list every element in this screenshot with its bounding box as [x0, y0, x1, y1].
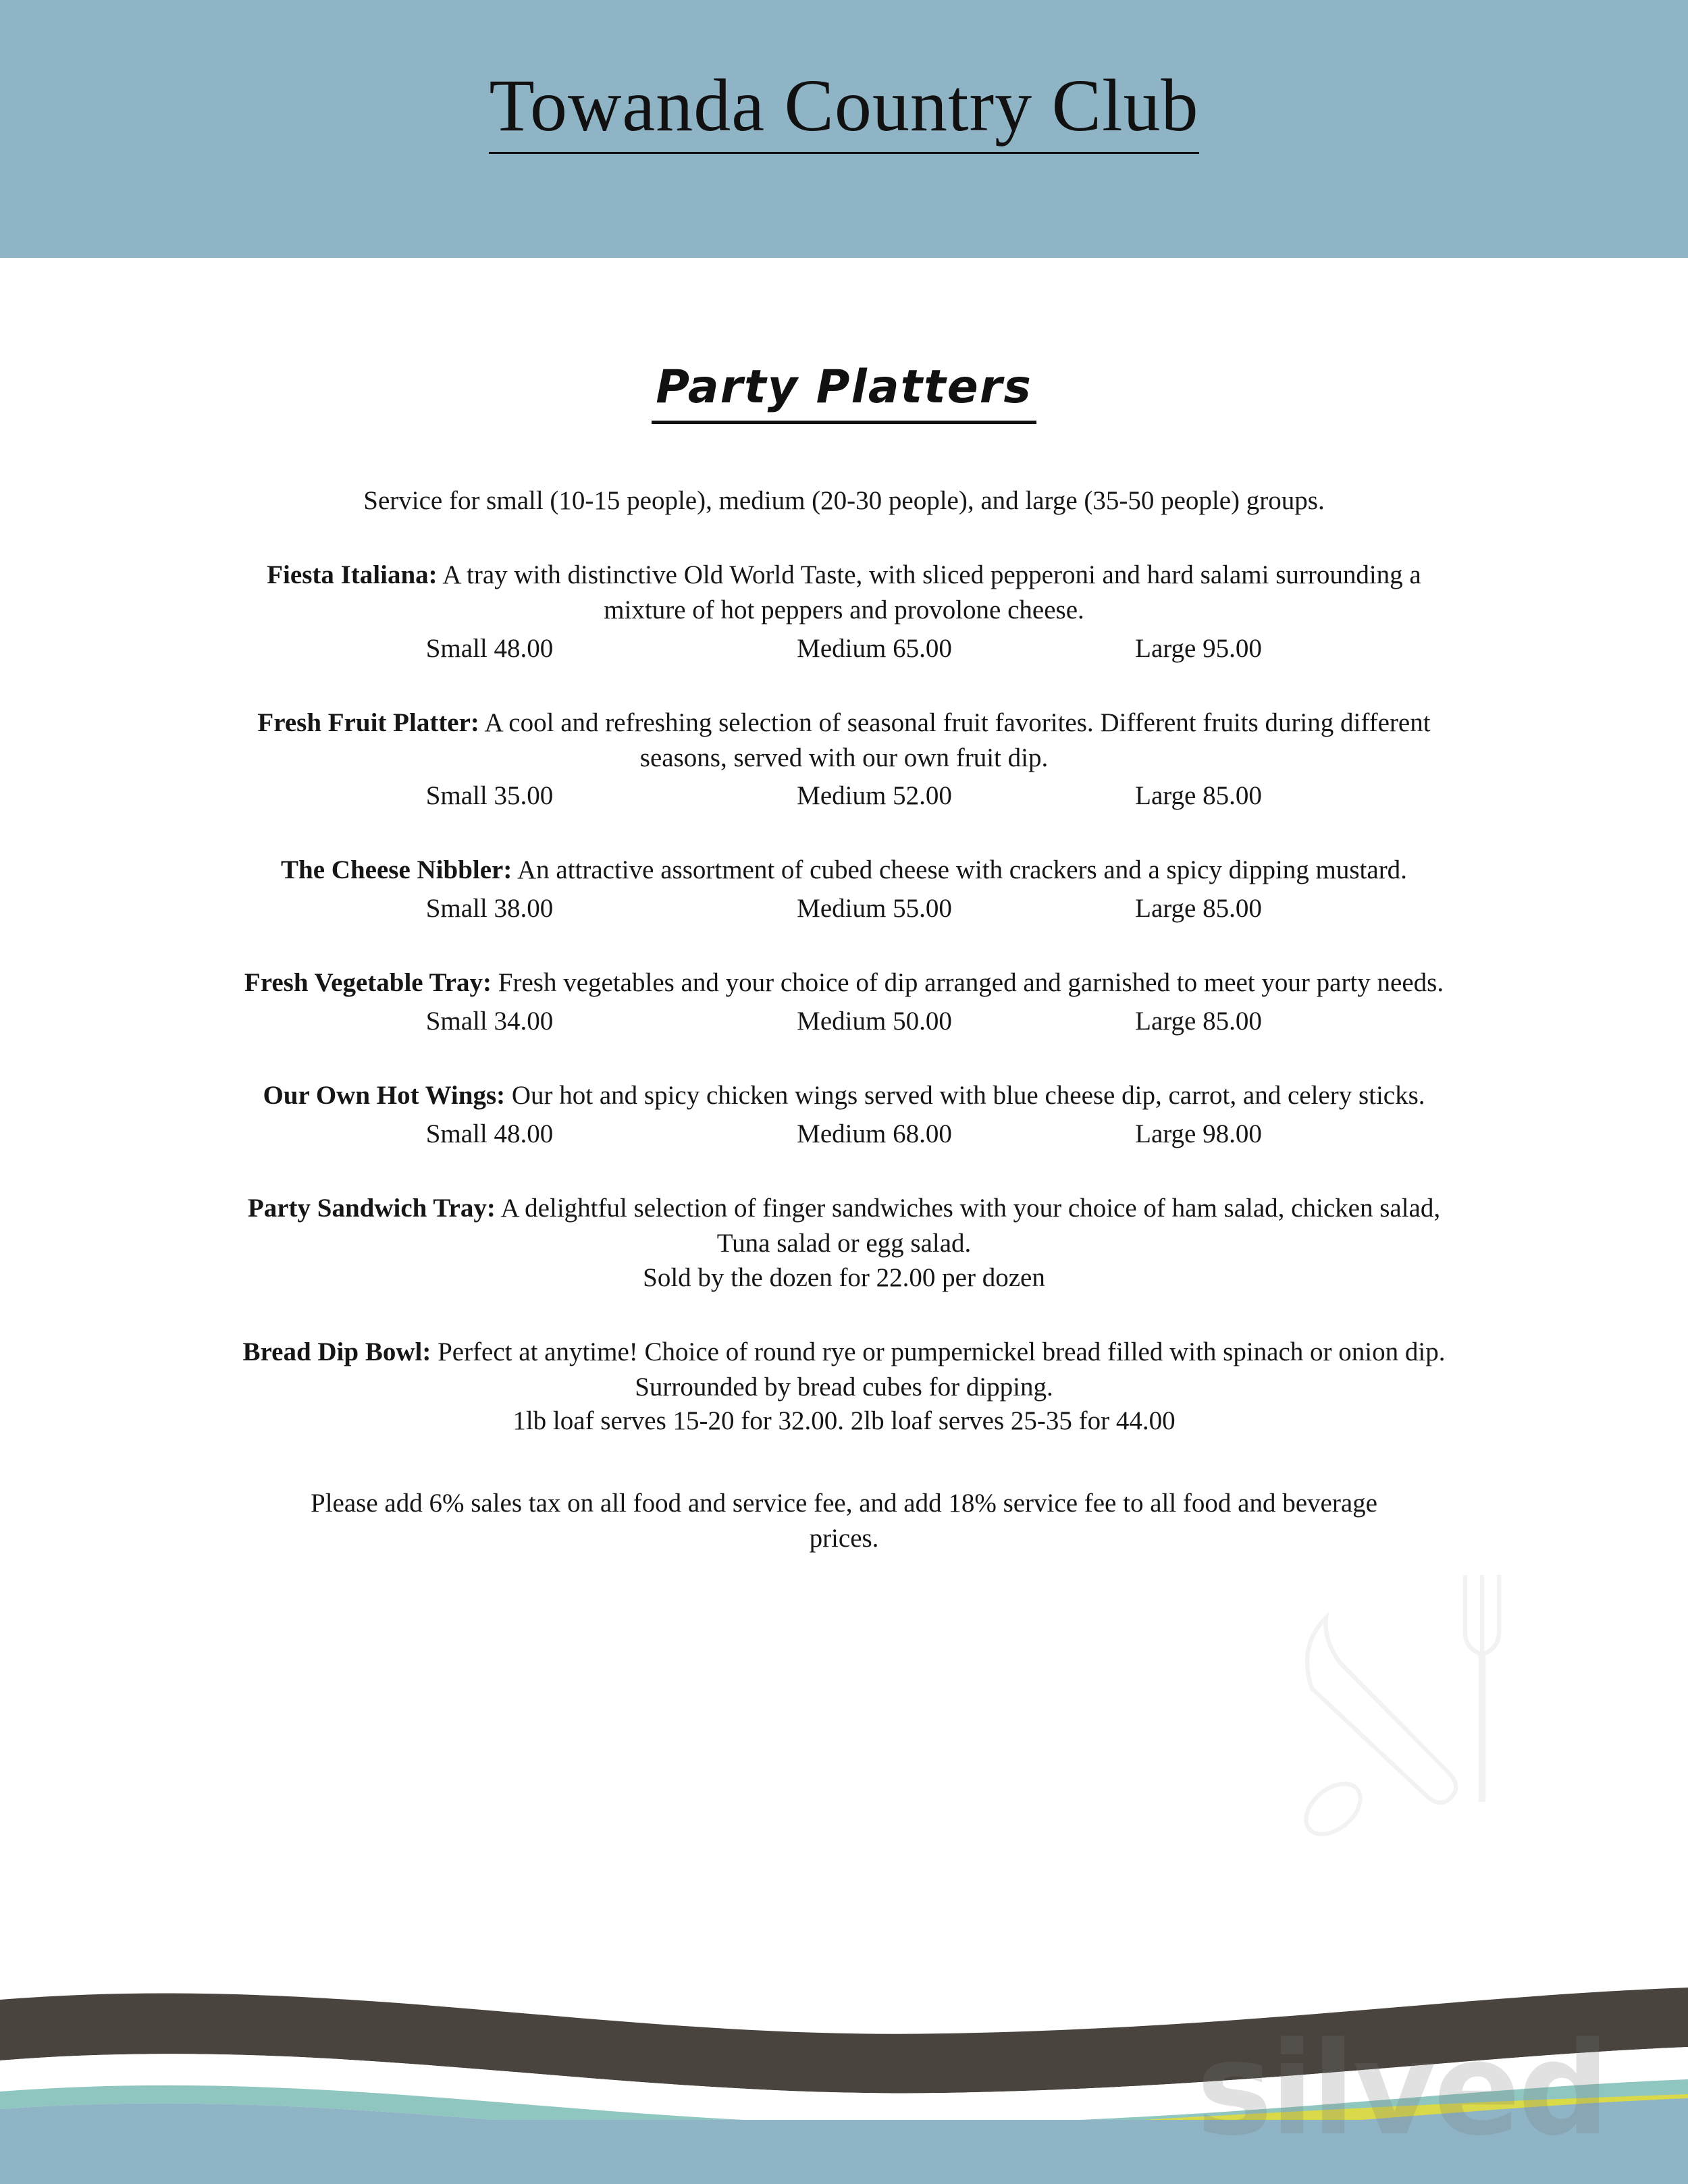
menu-item-prices [0, 780, 1688, 811]
section-title [0, 361, 1688, 414]
menu-item-description [0, 1078, 1688, 1113]
menu-item [0, 705, 1688, 811]
price-small: Small 48.00 [425, 1119, 554, 1149]
silved-watermark: silved [1196, 2015, 1607, 2164]
price-large: Large 95.00 [1135, 633, 1262, 663]
price-medium: Medium 55.00 [797, 894, 952, 924]
menu-item-name: Bread Dip Bowl: [242, 1337, 431, 1366]
cutlery-icon [1269, 1561, 1553, 1844]
menu-item-name: Fresh Fruit Platter: [257, 708, 479, 737]
menu-item-prices [0, 893, 1688, 924]
menu-item-text: A cool and refreshing selection of seasonal fruit favorites. Different fruits during different seasons, served with our own fruit dip. [484, 708, 1431, 772]
footer-decoration [0, 1959, 1688, 2184]
menu-item-description [0, 965, 1688, 1001]
menu-item-description [0, 1191, 1688, 1261]
menu-item-name: Fresh Vegetable Tray: [244, 968, 492, 998]
menu-page [0, 258, 1688, 1959]
menu-item [0, 965, 1688, 1036]
menu-item [0, 1335, 1688, 1437]
footer-waves [0, 1959, 1688, 2184]
menu-item-text: An attractive assortment of cubed cheese with crackers and a spicy dipping mustard. [517, 855, 1407, 885]
menu-item-text: Our hot and spicy chicken wings served with blue cheese dip, carrot, and celery sticks. [511, 1081, 1425, 1111]
menu-item [0, 1191, 1688, 1293]
menu-item-text: Perfect at anytime! Choice of round rye or pumpernickel bread filled with spinach or onion dip. Surrounded by bread cubes for dipping. [438, 1337, 1446, 1402]
menu-item-price-line: 1lb loaf serves 15-20 for 32.00. 2lb loaf serves 25-35 for 44.00 [512, 1406, 1176, 1436]
menu-item [0, 558, 1688, 664]
price-large: Large 85.00 [1135, 894, 1262, 924]
menu-item [0, 1078, 1688, 1149]
section-title-text: Party Platters [652, 361, 1036, 424]
menu-item-text: A delightful selection of finger sandwiches with your choice of ham salad, chicken salad, Tuna salad or egg salad. [500, 1194, 1441, 1258]
price-medium: Medium 65.00 [797, 633, 952, 663]
price-small: Small 34.00 [425, 1007, 554, 1036]
header-band [0, 0, 1688, 258]
menu-item-name: Party Sandwich Tray: [247, 1194, 496, 1223]
price-medium: Medium 68.00 [797, 1119, 952, 1149]
price-large: Large 98.00 [1135, 1119, 1262, 1149]
price-small: Small 38.00 [425, 894, 554, 924]
price-medium: Medium 50.00 [797, 1007, 952, 1036]
page-title [0, 65, 1688, 147]
price-small: Small 48.00 [425, 633, 554, 663]
service-intro: Service for small (10-15 people), medium (20-30 people), and large (35-50 people) groups. [363, 486, 1325, 515]
menu-item-prices [0, 1006, 1688, 1036]
price-medium: Medium 52.00 [797, 781, 952, 811]
menu-item-description [0, 558, 1688, 628]
menu-item-prices [0, 633, 1688, 664]
menu-item-description [0, 1335, 1688, 1405]
menu-item-description [0, 705, 1688, 776]
price-large: Large 85.00 [1135, 1007, 1262, 1036]
menu-item-description [0, 853, 1688, 888]
price-small: Small 35.00 [425, 781, 554, 811]
page-title-text: Towanda Country Club [489, 64, 1198, 154]
menu-item-text: A tray with distinctive Old World Taste, with sliced pepperoni and hard salami surrounding a mixture of hot peppers and provolone cheese. [442, 560, 1421, 624]
menu-item-name: Our Own Hot Wings: [263, 1081, 506, 1111]
menu-item-text: Fresh vegetables and your choice of dip arranged and garnished to meet your party needs. [498, 968, 1444, 998]
menu-item-name: Fiesta Italiana: [267, 560, 438, 589]
tax-service-note: Please add 6% sales tax on all food and service fee, and add 18% service fee to all food and beverage prices. [311, 1489, 1377, 1553]
price-large: Large 85.00 [1135, 781, 1262, 811]
menu-item [0, 853, 1688, 924]
menu-item-prices [0, 1119, 1688, 1149]
menu-item-name: The Cheese Nibbler: [281, 855, 512, 885]
menu-item-price-line: Sold by the dozen for 22.00 per dozen [643, 1262, 1045, 1292]
